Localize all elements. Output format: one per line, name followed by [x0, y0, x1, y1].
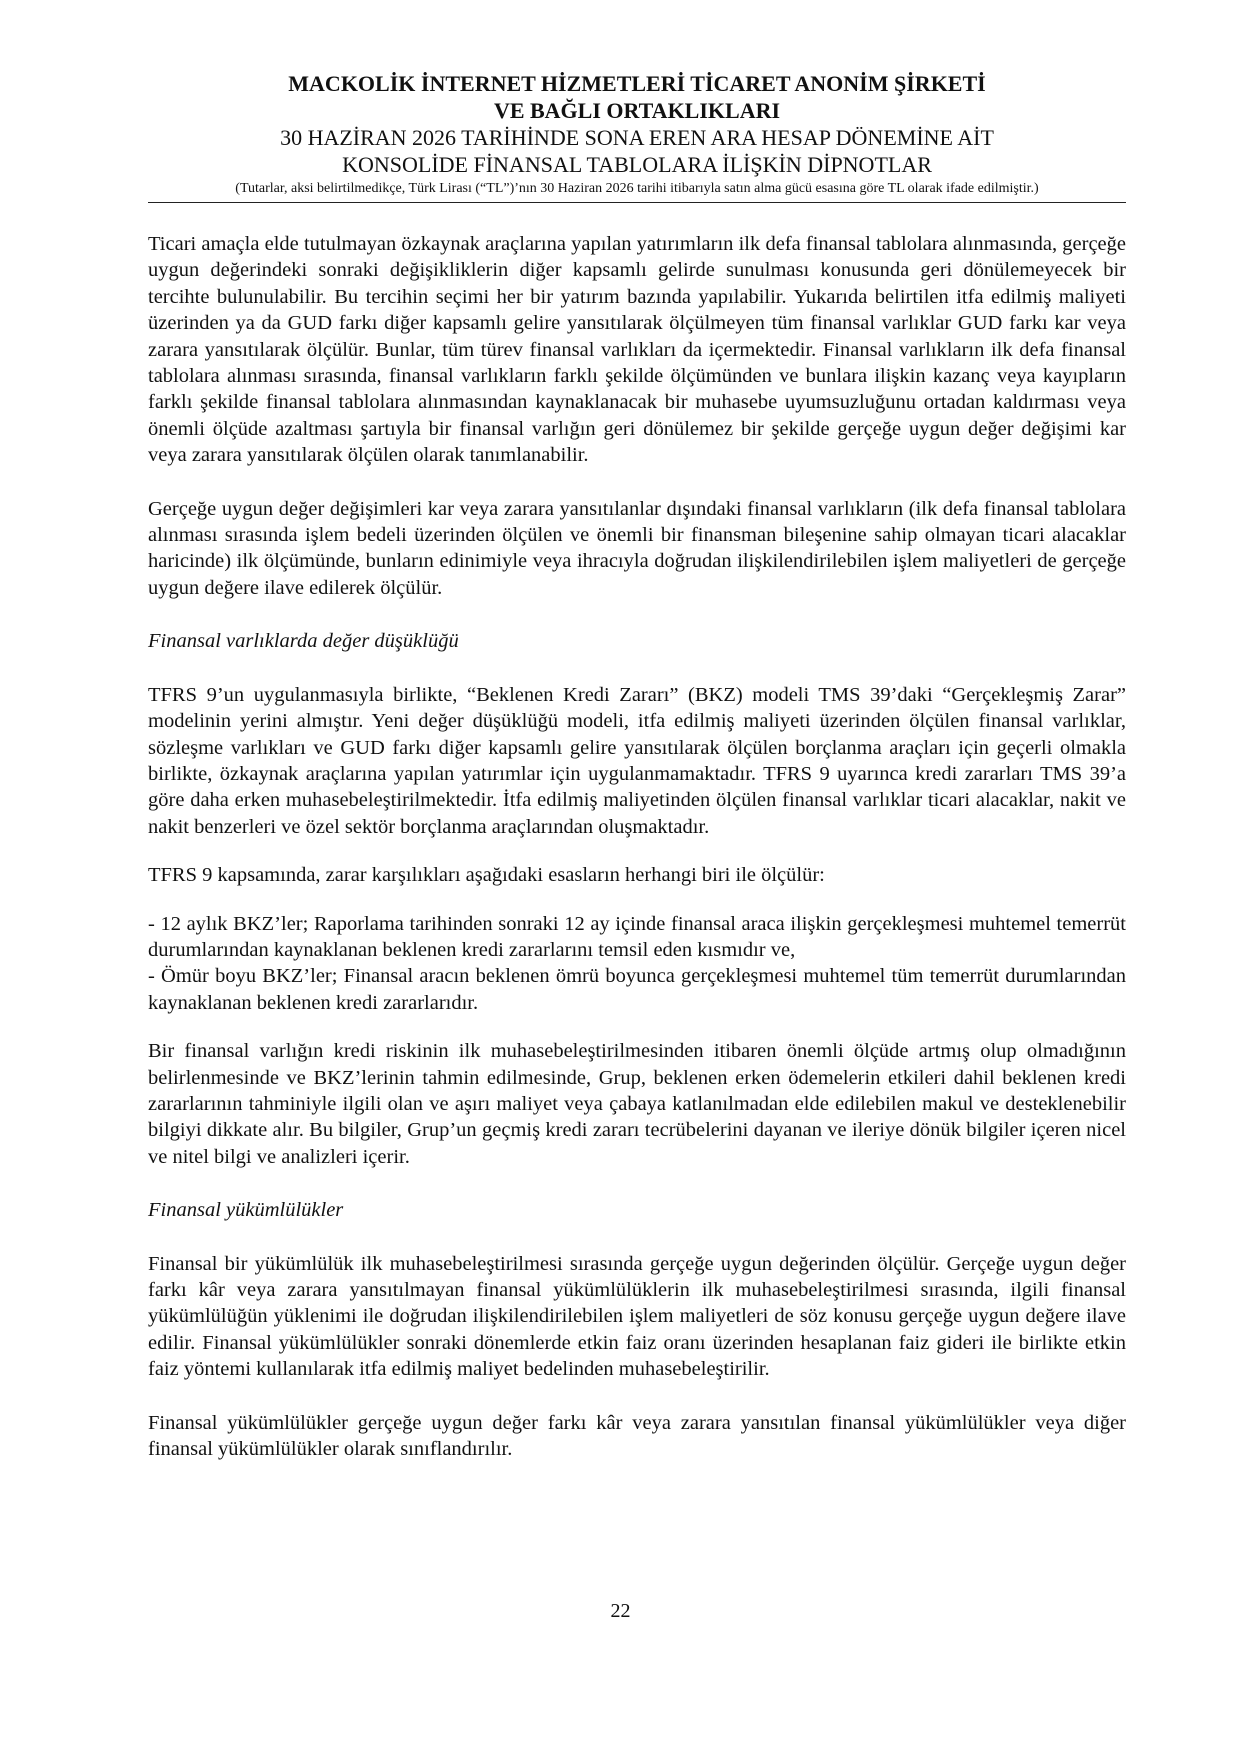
paragraph-equity-instruments: Ticari amaçla elde tutulmayan özkaynak araçlarına yapılan yatırımların ilk defa finansal tablolara alınmasında, gerçeğe uygun değerindeki sonraki değişikliklerin diğer kapsamlı gelirde sunulması konusunda geri dönülemeyecek bir tercihte bulunulabilir. Bu tercihin seçimi her bir yatırım bazında yapılabilir. Yukarıda belirtilen itfa edilmiş maliyeti üzerinden ya da GUD farkı diğer kapsamlı gelire yansıtılarak ölçülmeyen tüm finansal varlıklar GUD farkı kar veya zarara yansıtılarak ölçülür. Bunlar, tüm türev finansal varlıkları da içermektedir. Finansal varlıkların ilk defa finansal tablolara alınması sırasında, finansal varlıkların farklı şekilde ölçümünden ve bunlara ilişkin kazanç veya kayıpların farklı şekilde finansal tablolara alınmasından kaynaklanacak bir muhasebe uyumsuzluğunu ortadan kaldırması veya önemli ölçüde azaltması şartıyla bir finansal varlığın geri dönülemez bir şekilde gerçeğe uygun değer değişimi kar veya zarara yansıtılarak ölçülen olarak tanımlanabilir.: [148, 233, 1126, 467]
report-title: KONSOLİDE FİNANSAL TABLOLARA İLİŞKİN DİPNOTLAR: [342, 152, 932, 177]
company-name: MACKOLİK İNTERNET HİZMETLERİ TİCARET ANONİM ŞİRKETİ: [288, 71, 986, 96]
page-number: 22: [610, 1600, 631, 1622]
list-item-12-month-ecl: - 12 aylık BKZ’ler; Raporlama tarihinden sonraki 12 ay içinde finansal araca ilişkin gerçekleşmesi muhtemel temerrüt durumlarından kaynaklanan beklenen kredi zararlarını temsil eden kısmıdır ve,: [148, 912, 1126, 961]
list-item-lifetime-ecl: - Ömür boyu BKZ’ler; Finansal aracın beklenen ömrü boyunca gerçekleşmesi muhtemel tüm temerrüt durumlarından kaynaklanan beklenen kredi zararlarıdır.: [148, 965, 1126, 1014]
header-divider: [148, 202, 1126, 203]
paragraph-liability-classification: Finansal yükümlülükler gerçeğe uygun değer farkı kâr veya zarara yansıtılan finansal yükümlülükler veya diğer finansal yükümlülükler olarak sınıflandırılır.: [148, 1411, 1126, 1461]
company-subsidiaries: VE BAĞLI ORTAKLIKLARI: [493, 98, 781, 123]
page-header: [148, 70, 1126, 198]
section-heading-financial-liabilities: Finansal yükümlülükler: [148, 1199, 344, 1222]
paragraph-initial-measurement: Gerçeğe uygun değer değişimleri kar veya zarara yansıtılanlar dışındaki finansal varlıkların (ilk defa finansal tablolara alınması sırasında işlem bedeli üzerinden ölçülen ve önemli bir finansman bileşenine sahip olmayan ticari alacaklar haricinde) ilk ölçümünde, bunların edinimiyle veya ihracıyla doğrudan ilişkilendirilebilen işlem maliyetleri de gerçeğe uygun değere ilave edilerek ölçülür.: [148, 497, 1126, 599]
currency-note: (Tutarlar, aksi belirtilmedikçe, Türk Lirası (“TL”)’nın 30 Haziran 2026 tarihi itibarıyla satın alma gücü esasına göre TL olarak ifade edilmiştir.): [235, 181, 1039, 196]
paragraph-liability-measurement: Finansal bir yükümlülük ilk muhasebeleştirilmesi sırasında gerçeğe uygun değerinden ölçülür. Gerçeğe uygun değer farkı kâr veya zarara yansıtılmayan finansal yükümlülüklerin ilk muhasebeleştirilmesi sırasında, ilgili finansal yükümlülüğün yüklenimi ile doğrudan ilişkilendirilebilen işlem maliyetleri de söz konusu gerçeğe uygun değere ilave edilir. Finansal yükümlülükler sonraki dönemlerde etkin faiz oranı üzerinden hesaplanan faiz gideri ile birlikte etkin faiz yöntemi kullanılarak itfa edilmiş maliyet bedelinden muhasebeleştirilir.: [148, 1252, 1126, 1381]
report-period: 30 HAZİRAN 2026 TARİHİNDE SONA EREN ARA HESAP DÖNEMİNE AİT: [280, 125, 994, 150]
paragraph-loss-allowance: TFRS 9 kapsamında, zarar karşılıkları aşağıdaki esasların herhangi biri ile ölçülür:: [148, 864, 825, 887]
page-body: [148, 231, 1126, 1462]
paragraph-tfrs9-ecl: TFRS 9’un uygulanmasıyla birlikte, “Beklenen Kredi Zararı” (BKZ) modeli TMS 39’daki “Gerçekleşmiş Zarar” modelinin yerini almıştır. Yeni değer düşüklüğü modeli, itfa edilmiş maliyeti üzerinden ölçülen finansal varlıklar, sözleşme varlıkları ve GUD farkı diğer kapsamlı gelire yansıtılarak ölçülen borçlanma araçları için geçerli olmakla birlikte, özkaynak araçlarına yapılan yatırımlar için uygulanmamaktadır. TFRS 9 uyarınca kredi zararları TMS 39’a göre daha erken muhasebeleştirilmektedir. İtfa edilmiş maliyetinden ölçülen finansal varlıklar ticari alacaklar, nakit ve nakit benzerleri ve özel sektör borçlanma araçlarından oluşmaktadır.: [148, 683, 1126, 838]
paragraph-credit-risk: Bir finansal varlığın kredi riskinin ilk muhasebeleştirilmesinden itibaren önemli ölçüde artmış olup olmadığının belirlenmesinde ve BKZ’lerinin tahmin edilmesinde, Grup, beklenen erken ödemelerin etkileri dahil beklenen kredi zararlarının tahminiyle ilgili olan ve aşırı maliyet veya çabaya katlanılmadan elde edilebilen makul ve desteklenebilir bilgiyi dikkate alır. Bu bilgiler, Grup’un geçmiş kredi zararı tecrübelerini dayanan ve ileriye dönük bilgiler içeren nicel ve nitel bilgi ve analizleri içerir.: [148, 1040, 1126, 1168]
section-heading-impairment: Finansal varlıklarda değer düşüklüğü: [148, 630, 459, 653]
